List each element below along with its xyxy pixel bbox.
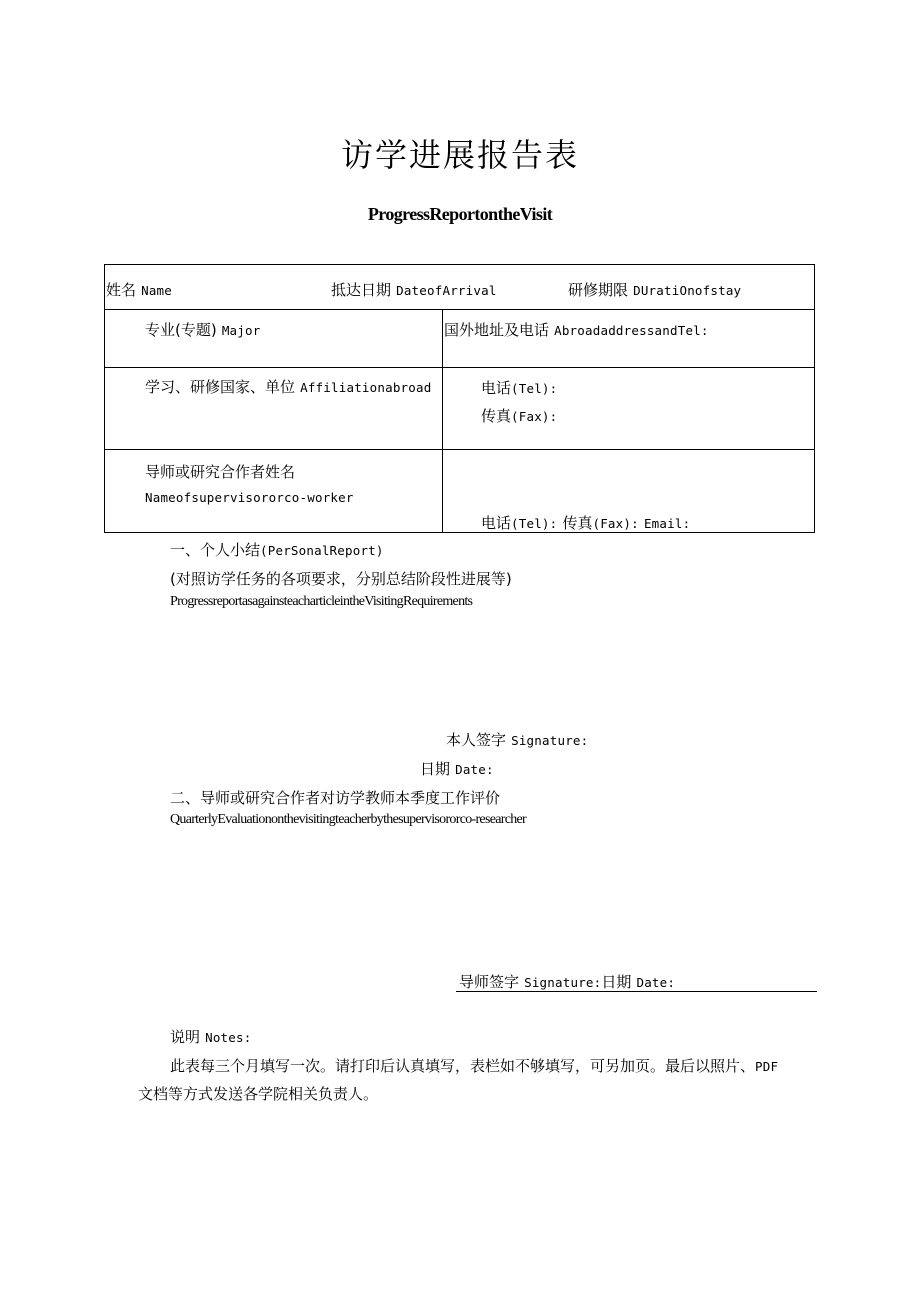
affiliation-label-cn: 学习、研修国家、单位 xyxy=(145,378,296,396)
fax-label-cn: 传真 xyxy=(481,407,512,425)
table-divider-row1 xyxy=(104,309,815,310)
fax-field[interactable] xyxy=(481,405,557,426)
major-label-en: Major xyxy=(221,323,261,338)
table-border-bottom xyxy=(104,532,815,533)
table-divider-column xyxy=(442,309,443,533)
supervisor-contact-field[interactable] xyxy=(481,512,690,533)
name-field[interactable] xyxy=(106,279,172,300)
section2-heading-en: QuarterlyEvaluationonthevisitingteacherbythesupervisororco-researcher xyxy=(170,812,526,827)
duration-label-en: DUratiOnofstay xyxy=(633,283,742,298)
contact-fax-label-cn: 传真 xyxy=(562,514,593,532)
supervisor-signature-en: Signature: xyxy=(524,975,602,990)
notes-label xyxy=(170,1026,251,1047)
supervisor-date-cn: 日期 xyxy=(601,973,632,991)
notes-line-1 xyxy=(170,1055,778,1076)
fax-label-en: (Fax): xyxy=(511,409,558,424)
personal-date-field[interactable] xyxy=(420,758,494,779)
major-field[interactable] xyxy=(145,319,260,340)
abroad-address-field[interactable] xyxy=(444,319,709,340)
notes-label-cn: 说明 xyxy=(170,1028,201,1046)
section1-heading-en: (PerSonalReport) xyxy=(260,543,384,558)
table-divider-row3 xyxy=(104,449,815,450)
name-label-en: Name xyxy=(141,283,173,298)
notes-line1-en: PDF xyxy=(755,1059,779,1074)
supervisor-label-en: Nameofsupervisororco-worker xyxy=(145,490,354,505)
page-title: 访学进展报告表 xyxy=(340,136,579,174)
notes-line1-cn: 此表每三个月填写一次。请打印后认真填写，表栏如不够填写，可另加页。最后以照片、 xyxy=(170,1057,756,1075)
arrival-date-field[interactable] xyxy=(331,279,497,300)
signature-label-cn: 本人签字 xyxy=(446,731,507,749)
date-label-en: Date: xyxy=(455,762,494,777)
notes-line-2: 文档等方式发送各学院相关负责人。 xyxy=(138,1085,379,1103)
duration-field[interactable] xyxy=(568,279,741,300)
personal-signature-field[interactable] xyxy=(446,729,588,750)
signature-label-en: Signature: xyxy=(511,733,589,748)
tel-label-cn: 电话 xyxy=(481,379,512,397)
section1-instruction-cn: (对照访学任务的各项要求，分别总结阶段性进展等) xyxy=(170,570,512,588)
duration-label-cn: 研修期限 xyxy=(568,281,629,299)
contact-tel-label-cn: 电话 xyxy=(481,514,512,532)
supervisor-signature-underline xyxy=(456,991,817,992)
supervisor-signature-field[interactable] xyxy=(459,971,675,992)
contact-email-label: Email: xyxy=(643,516,691,531)
contact-fax-label-en: (Fax): xyxy=(592,516,639,531)
table-border-top xyxy=(104,264,815,265)
section2-heading-cn: 二、导师或研究合作者对访学教师本季度工作评价 xyxy=(170,789,501,807)
abroad-label-cn: 国外地址及电话 xyxy=(444,321,550,339)
table-border-left xyxy=(104,264,105,533)
tel-label-en: (Tel): xyxy=(511,381,558,396)
major-label-cn: 专业(专题) xyxy=(145,321,217,339)
tel-field[interactable] xyxy=(481,377,557,398)
affiliation-field[interactable] xyxy=(145,376,431,397)
name-label-cn: 姓名 xyxy=(106,281,137,299)
contact-tel-label-en: (Tel): xyxy=(511,516,558,531)
section1-heading xyxy=(170,539,384,560)
supervisor-signature-cn: 导师签字 xyxy=(459,973,520,991)
date-label-cn: 日期 xyxy=(420,760,451,778)
supervisor-label-cn: 导师或研究合作者姓名 xyxy=(145,463,296,481)
abroad-label-en: AbroadaddressandTel: xyxy=(554,323,709,338)
page-subtitle: ProgressReportontheVisit xyxy=(367,204,553,224)
table-divider-row2 xyxy=(104,367,815,368)
arrival-label-en: DateofArrival xyxy=(396,283,497,298)
section1-instruction-en: ProgressreportasagainsteacharticleintheVisitingRequirements xyxy=(170,594,473,609)
notes-label-en: Notes: xyxy=(205,1030,252,1045)
table-border-right xyxy=(814,264,815,533)
section1-heading-cn: 一、个人小结 xyxy=(170,541,261,559)
supervisor-date-en: Date: xyxy=(636,975,676,990)
arrival-label-cn: 抵达日期 xyxy=(331,281,392,299)
affiliation-label-en: Affiliationabroad xyxy=(300,380,432,395)
